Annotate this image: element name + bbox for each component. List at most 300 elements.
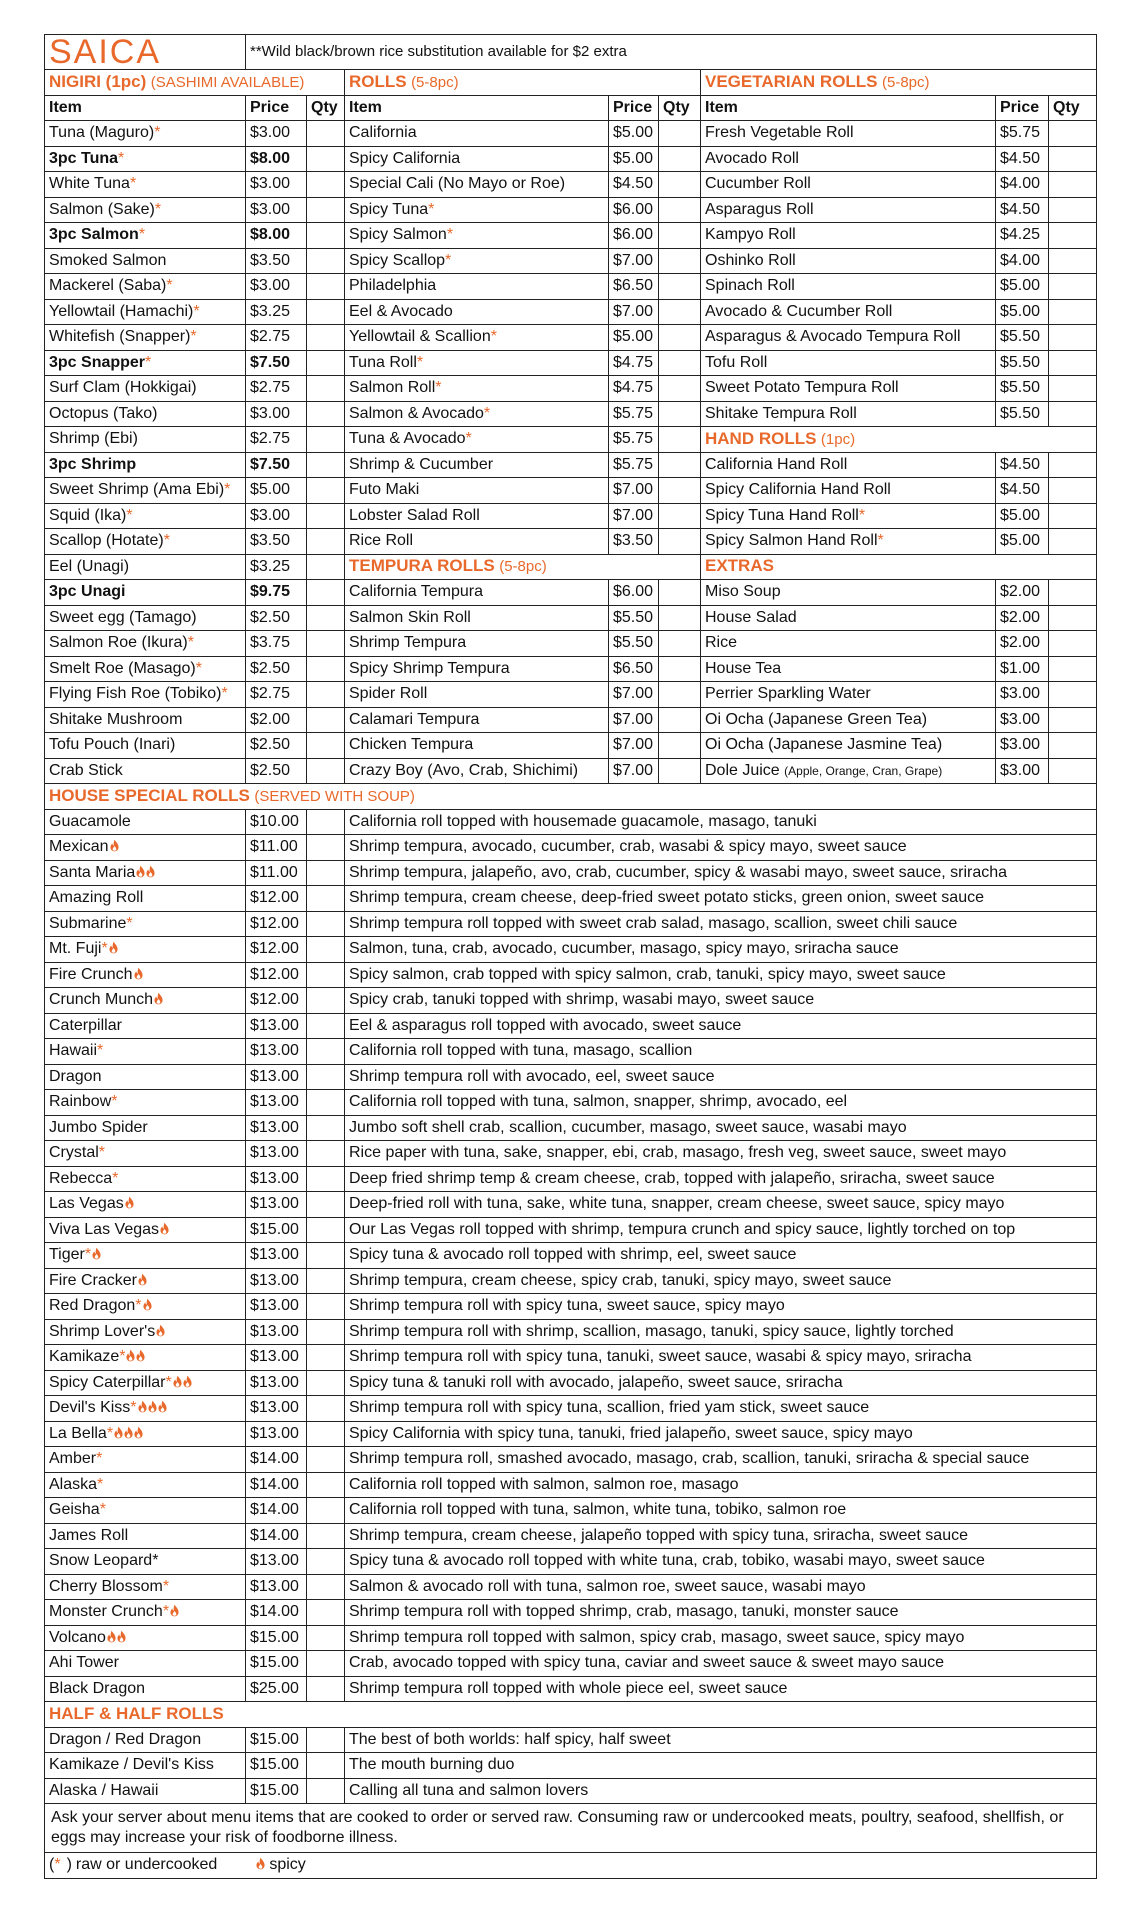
- qty-field[interactable]: [1049, 707, 1097, 733]
- item-name-text: House Tea: [705, 659, 782, 677]
- item-name: [45, 1268, 246, 1294]
- qty-field[interactable]: [1049, 350, 1097, 376]
- item-name: [345, 605, 609, 631]
- qty-field[interactable]: [307, 427, 345, 453]
- raw-marker: *: [446, 226, 454, 244]
- item-name-text: Smoked Salmon: [49, 251, 167, 269]
- qty-field[interactable]: [659, 172, 701, 198]
- qty-field[interactable]: [659, 529, 701, 555]
- item-name: [45, 1090, 246, 1116]
- qty-field[interactable]: [307, 1115, 345, 1141]
- item-name-text: Asparagus Roll: [705, 200, 814, 218]
- item-name: [345, 197, 609, 223]
- house-special-row: [45, 911, 1097, 937]
- item-name: [701, 733, 996, 759]
- item-price: [609, 401, 659, 427]
- item-price: [246, 1345, 307, 1371]
- qty-field[interactable]: [307, 1370, 345, 1396]
- description-text: Salmon, tuna, crab, avocado, cucumber, masago, spicy mayo, sriracha sauce: [349, 940, 899, 958]
- item-price-text: $2.00: [1000, 608, 1041, 626]
- section-title: EXTRAS: [705, 556, 774, 576]
- item-name-text: Shitake Mushroom: [49, 710, 183, 728]
- qty-field[interactable]: [659, 758, 701, 784]
- qty-field[interactable]: [307, 1345, 345, 1371]
- raw-marker: *: [126, 914, 133, 932]
- qty-field[interactable]: [307, 1319, 345, 1345]
- item-name-text: Sweet Potato Tempura Roll: [705, 379, 899, 397]
- qty-field[interactable]: [307, 988, 345, 1014]
- qty-field[interactable]: [307, 1447, 345, 1473]
- item-name-text: Scallop (Hotate): [49, 532, 164, 550]
- qty-field[interactable]: [307, 860, 345, 886]
- section-title: HAND ROLLS: [705, 428, 817, 448]
- item-description: [345, 1574, 1097, 1600]
- qty-field[interactable]: [307, 223, 345, 249]
- item-name-text: Kamikaze / Devil's Kiss: [49, 1756, 214, 1774]
- item-name-text: Salmon Roll: [349, 379, 436, 397]
- qty-field[interactable]: [307, 452, 345, 478]
- qty-field[interactable]: [659, 376, 701, 402]
- house-special-row: [45, 1192, 1097, 1218]
- menu-row: [45, 580, 1097, 606]
- qty-field[interactable]: [307, 1778, 345, 1804]
- item-name-text: Spicy Scallop: [349, 251, 446, 269]
- house-special-row: [45, 1574, 1097, 1600]
- item-price: [996, 146, 1049, 172]
- qty-field[interactable]: [1049, 299, 1097, 325]
- item-name-text: Spicy California Hand Roll: [705, 481, 891, 499]
- qty-field[interactable]: [659, 401, 701, 427]
- qty-field[interactable]: [307, 1600, 345, 1626]
- qty-field[interactable]: [307, 1421, 345, 1447]
- raw-marker: *: [96, 1450, 103, 1468]
- item-price: [996, 452, 1049, 478]
- qty-field[interactable]: [307, 146, 345, 172]
- section-header-extras: [701, 554, 1097, 580]
- item-price-text: $4.00: [1000, 175, 1041, 193]
- house-special-row: [45, 937, 1097, 963]
- qty-field[interactable]: [307, 886, 345, 912]
- description-text: Shrimp tempura roll with avocado, eel, sweet sauce: [349, 1067, 715, 1085]
- qty-field[interactable]: [307, 197, 345, 223]
- qty-field[interactable]: [659, 503, 701, 529]
- qty-field[interactable]: [659, 274, 701, 300]
- qty-field[interactable]: [659, 707, 701, 733]
- qty-field[interactable]: [1049, 631, 1097, 657]
- item-price-text: $13.00: [250, 1577, 299, 1595]
- item-name-text: Fire Cracker: [49, 1271, 138, 1289]
- qty-field[interactable]: [659, 656, 701, 682]
- item-name: [701, 274, 996, 300]
- item-name: [45, 1523, 246, 1549]
- qty-field[interactable]: [307, 325, 345, 351]
- qty-field[interactable]: [1049, 503, 1097, 529]
- item-name-text: Ahi Tower: [49, 1654, 119, 1672]
- section-header-vegetarian: [701, 70, 1097, 96]
- item-description: [345, 1523, 1097, 1549]
- section-title: VEGETARIAN ROLLS: [705, 71, 878, 91]
- qty-field[interactable]: [1049, 376, 1097, 402]
- item-description: [345, 809, 1097, 835]
- item-price: [996, 529, 1049, 555]
- item-name-text: Snow Leopard*: [49, 1552, 159, 1570]
- house-special-row: [45, 962, 1097, 988]
- qty-field[interactable]: [659, 248, 701, 274]
- item-description: [345, 886, 1097, 912]
- item-price: [246, 1574, 307, 1600]
- qty-field[interactable]: [659, 580, 701, 606]
- item-name-text: Spider Roll: [349, 685, 428, 703]
- item-name: [345, 427, 609, 453]
- qty-field[interactable]: [307, 733, 345, 759]
- qty-field[interactable]: [307, 1727, 345, 1753]
- qty-field[interactable]: [1049, 478, 1097, 504]
- item-price: [609, 605, 659, 631]
- qty-field[interactable]: [307, 1294, 345, 1320]
- item-price-text: $3.25: [250, 557, 291, 575]
- description-text: Shrimp tempura, avocado, cucumber, crab, wasabi & spicy mayo, sweet sauce: [349, 838, 907, 856]
- legend-row: [45, 1853, 1097, 1879]
- qty-field[interactable]: [1049, 656, 1097, 682]
- description-text: Our Las Vegas roll topped with shrimp, tempura crunch and spicy sauce, lightly torched on top: [349, 1220, 1016, 1238]
- qty-field[interactable]: [307, 937, 345, 963]
- house-special-row: [45, 1345, 1097, 1371]
- item-name: [45, 503, 246, 529]
- item-name-text: Alaska / Hawaii: [49, 1781, 159, 1799]
- item-price: [246, 1549, 307, 1575]
- qty-field[interactable]: [307, 1651, 345, 1677]
- item-name: [45, 886, 246, 912]
- qty-field[interactable]: [659, 223, 701, 249]
- qty-field[interactable]: [1049, 682, 1097, 708]
- qty-field[interactable]: [307, 248, 345, 274]
- qty-field[interactable]: [307, 274, 345, 300]
- item-price-text: $12.00: [250, 940, 299, 958]
- item-name: [45, 1039, 246, 1065]
- item-name: [45, 605, 246, 631]
- column-header-qty: [659, 95, 701, 121]
- raw-marker: *: [138, 226, 146, 244]
- item-name-text: Perrier Sparkling Water: [705, 685, 871, 703]
- qty-field[interactable]: [307, 1064, 345, 1090]
- qty-field[interactable]: [659, 427, 701, 453]
- qty-field[interactable]: [659, 478, 701, 504]
- menu-row: [45, 121, 1097, 147]
- qty-field[interactable]: [1049, 325, 1097, 351]
- flame-icon: [138, 1400, 147, 1413]
- qty-field[interactable]: [307, 1166, 345, 1192]
- qty-field[interactable]: [307, 835, 345, 861]
- description-text: Shrimp tempura roll with spicy tuna, scallion, fried yam stick, sweet sauce: [349, 1399, 870, 1417]
- description-text: Jumbo soft shell crab, scallion, cucumber, masago, sweet sauce, wasabi mayo: [349, 1118, 907, 1136]
- item-price-text: $3.00: [250, 200, 291, 218]
- qty-field[interactable]: [307, 911, 345, 937]
- qty-field[interactable]: [307, 707, 345, 733]
- qty-field[interactable]: [307, 1192, 345, 1218]
- qty-field[interactable]: [1049, 223, 1097, 249]
- qty-field[interactable]: [307, 1574, 345, 1600]
- item-name: [45, 1013, 246, 1039]
- item-price: [609, 656, 659, 682]
- qty-field[interactable]: [307, 656, 345, 682]
- item-name: [701, 197, 996, 223]
- item-name-text: Shrimp Lover's: [49, 1322, 156, 1340]
- section-header-house: [45, 784, 1097, 810]
- item-price: [246, 580, 307, 606]
- item-name: [45, 835, 246, 861]
- item-price-text: $5.00: [1000, 302, 1041, 320]
- item-name-text: James Roll: [49, 1526, 129, 1544]
- item-note: (Apple, Orange, Cran, Grape): [784, 763, 943, 778]
- item-name-text: Rice: [705, 634, 738, 652]
- column-label: Qty: [311, 98, 338, 116]
- item-name: [345, 401, 609, 427]
- qty-field[interactable]: [307, 478, 345, 504]
- item-price: [996, 172, 1049, 198]
- qty-field[interactable]: [307, 1625, 345, 1651]
- item-name: [701, 376, 996, 402]
- item-name: [345, 503, 609, 529]
- item-description: [345, 860, 1097, 886]
- qty-field[interactable]: [307, 809, 345, 835]
- menu-row: [45, 605, 1097, 631]
- section-header-tempura: [345, 554, 701, 580]
- qty-field[interactable]: [307, 1396, 345, 1422]
- item-price-text: $6.00: [613, 200, 654, 218]
- qty-field[interactable]: [307, 682, 345, 708]
- item-price-text: $4.50: [613, 175, 654, 193]
- qty-field[interactable]: [659, 121, 701, 147]
- flame-icon: [148, 1400, 157, 1413]
- raw-marker: *: [428, 200, 435, 218]
- item-price: [246, 1396, 307, 1422]
- item-name: [45, 707, 246, 733]
- qty-field[interactable]: [307, 1090, 345, 1116]
- item-description: [345, 988, 1097, 1014]
- raw-marker: *: [224, 481, 231, 499]
- section-subtitle: (SASHIMI AVAILABLE): [150, 73, 305, 91]
- item-price: [246, 1498, 307, 1524]
- description-text: Spicy crab, tanuki topped with shrimp, wasabi mayo, sweet sauce: [349, 991, 815, 1009]
- menu-row: [45, 554, 1097, 580]
- qty-field[interactable]: [307, 631, 345, 657]
- item-price-text: $13.00: [250, 1246, 299, 1264]
- item-description: [345, 911, 1097, 937]
- item-price-text: $13.00: [250, 1093, 299, 1111]
- qty-field[interactable]: [307, 299, 345, 325]
- legend-raw-symbol: (* ): [49, 1856, 72, 1874]
- qty-field[interactable]: [659, 146, 701, 172]
- item-name: [345, 146, 609, 172]
- raw-marker: *: [130, 1399, 137, 1417]
- qty-field[interactable]: [1049, 529, 1097, 555]
- item-description: [345, 1498, 1097, 1524]
- qty-field[interactable]: [307, 1243, 345, 1269]
- item-name-text: Crab Stick: [49, 761, 123, 779]
- qty-field[interactable]: [307, 529, 345, 555]
- flame-icon: [124, 1426, 133, 1439]
- flame-icon: [146, 865, 155, 878]
- item-price: [246, 350, 307, 376]
- qty-field[interactable]: [1049, 733, 1097, 759]
- house-special-row: [45, 1396, 1097, 1422]
- item-price-text: $3.50: [250, 532, 291, 550]
- item-name: [701, 478, 996, 504]
- item-name-text: Salmon Roe (Ikura): [49, 634, 188, 652]
- qty-field[interactable]: [1049, 274, 1097, 300]
- legend: [45, 1853, 1097, 1879]
- half-half-row: [45, 1727, 1097, 1753]
- qty-field[interactable]: [307, 758, 345, 784]
- qty-field[interactable]: [307, 401, 345, 427]
- item-price-text: $14.00: [250, 1526, 299, 1544]
- item-price-text: $4.50: [1000, 481, 1041, 499]
- item-price: [609, 631, 659, 657]
- item-name: [701, 325, 996, 351]
- qty-field[interactable]: [1049, 452, 1097, 478]
- item-name-text: Spicy Caterpillar: [49, 1373, 166, 1391]
- item-price-text: $2.50: [250, 761, 291, 779]
- description-text: Spicy salmon, crab topped with spicy salmon, crab, tanuki, spicy mayo, sweet sauce: [349, 965, 946, 983]
- qty-field[interactable]: [1049, 401, 1097, 427]
- item-name: [345, 529, 609, 555]
- item-price-text: $14.00: [250, 1501, 299, 1519]
- qty-field[interactable]: [307, 580, 345, 606]
- column-label: Price: [250, 98, 290, 116]
- item-price-text: $12.00: [250, 965, 299, 983]
- item-name: [345, 299, 609, 325]
- qty-field[interactable]: [1049, 197, 1097, 223]
- item-name-text: Salmon (Sake): [49, 200, 155, 218]
- qty-field[interactable]: [307, 350, 345, 376]
- description-text: Shrimp tempura, jalapeño, avo, crab, cucumber, spicy & wasabi mayo, sweet sauce, sriracha: [349, 863, 1008, 881]
- section-header-hand: [701, 427, 1097, 453]
- qty-field[interactable]: [307, 172, 345, 198]
- qty-field[interactable]: [1049, 121, 1097, 147]
- item-name: [45, 299, 246, 325]
- item-price: [246, 223, 307, 249]
- qty-field[interactable]: [659, 605, 701, 631]
- qty-field[interactable]: [307, 121, 345, 147]
- item-name: [345, 682, 609, 708]
- qty-field[interactable]: [1049, 758, 1097, 784]
- qty-field[interactable]: [659, 325, 701, 351]
- item-name-text: Spicy California: [349, 149, 461, 167]
- item-description: [345, 1039, 1097, 1065]
- item-description: [345, 1345, 1097, 1371]
- qty-field[interactable]: [659, 299, 701, 325]
- item-name: [45, 937, 246, 963]
- qty-field[interactable]: [307, 376, 345, 402]
- description-text: Shrimp tempura roll with spicy tuna, sweet sauce, spicy mayo: [349, 1297, 785, 1315]
- qty-field[interactable]: [659, 452, 701, 478]
- house-special-row: [45, 1319, 1097, 1345]
- qty-field[interactable]: [307, 1013, 345, 1039]
- qty-field[interactable]: [307, 1039, 345, 1065]
- menu-row: [45, 529, 1097, 555]
- item-price: [609, 733, 659, 759]
- item-description: [345, 1166, 1097, 1192]
- item-name-text: Geisha: [49, 1501, 100, 1519]
- description-text: California roll topped with tuna, salmon, white tuna, tobiko, salmon roe: [349, 1501, 847, 1519]
- item-price: [996, 656, 1049, 682]
- item-name: [345, 758, 609, 784]
- qty-field[interactable]: [1049, 248, 1097, 274]
- item-name: [701, 146, 996, 172]
- item-description: [345, 1549, 1097, 1575]
- qty-field[interactable]: [307, 1268, 345, 1294]
- qty-field[interactable]: [307, 1523, 345, 1549]
- qty-field[interactable]: [307, 1676, 345, 1702]
- qty-field[interactable]: [659, 631, 701, 657]
- house-special-row: [45, 1625, 1097, 1651]
- qty-field[interactable]: [307, 605, 345, 631]
- item-price-text: $7.00: [613, 251, 654, 269]
- description-text: Shrimp tempura roll with topped shrimp, crab, masago, tanuki, monster sauce: [349, 1603, 899, 1621]
- house-special-row: [45, 1421, 1097, 1447]
- qty-field[interactable]: [1049, 580, 1097, 606]
- item-name: [45, 1294, 246, 1320]
- item-name: [45, 1141, 246, 1167]
- item-price: [609, 121, 659, 147]
- qty-field[interactable]: [307, 1141, 345, 1167]
- item-description: [345, 1268, 1097, 1294]
- item-name-text: Oi Ocha (Japanese Green Tea): [705, 710, 928, 728]
- house-special-row: [45, 809, 1097, 835]
- house-special-row: [45, 886, 1097, 912]
- item-name-text: Eel & Avocado: [349, 302, 453, 320]
- item-price: [996, 605, 1049, 631]
- qty-field[interactable]: [307, 962, 345, 988]
- qty-field[interactable]: [659, 682, 701, 708]
- item-name-text: Hawaii: [49, 1042, 98, 1060]
- item-price: [609, 172, 659, 198]
- item-name-text: Las Vegas: [49, 1195, 124, 1213]
- item-name-text: Cucumber Roll: [705, 175, 811, 193]
- qty-field[interactable]: [659, 350, 701, 376]
- menu-row: [45, 452, 1097, 478]
- qty-field[interactable]: [307, 503, 345, 529]
- item-name: [701, 529, 996, 555]
- qty-field[interactable]: [307, 1498, 345, 1524]
- description-text: Deep fried shrimp temp & cream cheese, crab, topped with jalapeño, sriracha, sweet sauce: [349, 1169, 995, 1187]
- item-price-text: $14.00: [250, 1450, 299, 1468]
- item-price: [246, 274, 307, 300]
- qty-field[interactable]: [1049, 605, 1097, 631]
- column-label: Item: [349, 98, 382, 116]
- description-text: Spicy tuna & tanuki roll with avocado, jalapeño, sweet sauce, sriracha: [349, 1373, 843, 1391]
- qty-field[interactable]: [307, 1472, 345, 1498]
- item-name: [45, 1778, 246, 1804]
- menu-row: [45, 350, 1097, 376]
- item-price-text: $13.00: [250, 1348, 299, 1366]
- qty-field[interactable]: [307, 1217, 345, 1243]
- qty-field[interactable]: [659, 733, 701, 759]
- item-price: [246, 1778, 307, 1804]
- item-price-text: $5.00: [613, 328, 654, 346]
- qty-field[interactable]: [307, 1549, 345, 1575]
- item-price: [246, 886, 307, 912]
- item-price: [246, 1294, 307, 1320]
- qty-field[interactable]: [1049, 146, 1097, 172]
- item-price-text: $13.00: [250, 1424, 299, 1442]
- qty-field[interactable]: [659, 197, 701, 223]
- qty-field[interactable]: [307, 554, 345, 580]
- description-text: Deep-fried roll with tuna, sake, white tuna, snapper, cream cheese, sweet sauce, spicy mayo: [349, 1195, 1005, 1213]
- qty-field[interactable]: [1049, 172, 1097, 198]
- qty-field[interactable]: [307, 1753, 345, 1779]
- item-name-text: Santa Maria: [49, 863, 136, 881]
